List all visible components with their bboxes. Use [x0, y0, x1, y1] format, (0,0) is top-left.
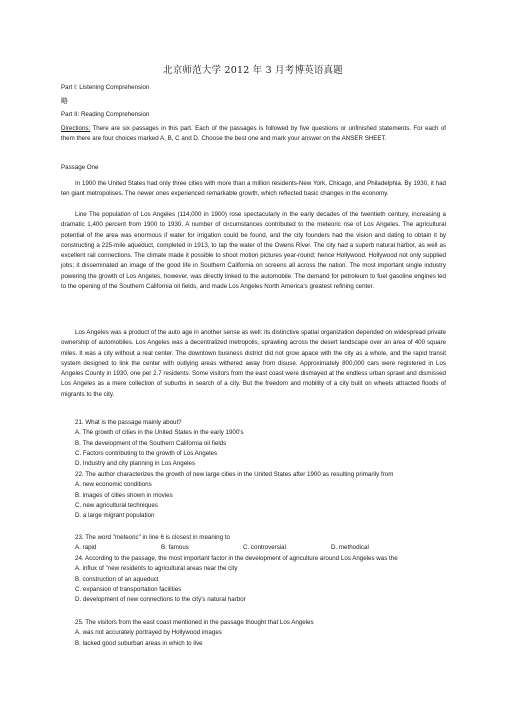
option: A. The growth of cities in the United States in the early 1900's — [75, 429, 244, 437]
question-22 — [61, 470, 446, 521]
option: B. The development of the Southern California oil fields — [75, 439, 227, 447]
option: A. rapid — [75, 544, 97, 552]
paragraph-2: Line The population of Los Angeles (114,000 in 1900) rose spectacularly in the early decades of the twentieth century, increasing a dramatic 1,400 percent from 1900 to 1930. A number of circumstances contributed to the meteoric rise of Los Angeles. The agricultural potential of the area was enormous if water for irrigation could be found, and the city founders had the vision and dating to obtain it by constructing a 225-mile aqueduct, completed in 1913, to tap the water of the Owens River. The city had a superb natural harbor, as well as excellent rail connections. The climate made it possible to shoot motion pictures year-round; hence Hollywood. Hollywood not only supplied jobs; it disseminated an image of the good life in Southern California on screens all across the nation. The most important single industry powering the growth of Los Angeles, however, was directly linked to the automobile. The demand for petroleum to fuel gasoline engines led to the opening of the Southern California oil fields, and made Los Angeles North America's greatest refining center. — [61, 211, 446, 291]
part1-note: 略 — [61, 97, 68, 105]
option: C. Factors contributing to the growth of Los Angeles — [75, 449, 218, 457]
directions — [61, 124, 446, 145]
question-stem: 23. The word "meteoric" in line 6 is closest in meaning to — [75, 534, 230, 541]
option: D. methodical — [331, 544, 369, 552]
directions-text: There are six passages in this part. Each of the passages is followed by five questions or unfinished statements. For each of them there are four choices marked A, B, C and D. Choose the best one and mark your answer on the ANSER SHEET. — [61, 125, 446, 143]
paragraph-3: Los Angeles was a product of the auto age in another sense as well: its distinctive spatial organization depended on widespread private ownership of automobiles. Los Angeles was a decentralized metropolis, sprawling across the desert landscape over an area of 400 square miles. It was a city without a real center. The downtown business district did not grow apace with the city as a whole, and the rapid transit system designed to link the center with outlying areas withered away from disuse. Approximately 800,000 cars were registered in Los Angeles County in 1930, one per 2.7 residents. Some visitors from the east coast were dismayed at the endless urban sprawl and dismissed Los Angeles as a mere collection of suburbs in search of a city. But the freedom and mobility of a city built on wheels attracted floods of migrants to the city. — [61, 329, 446, 398]
question-24 — [61, 554, 446, 605]
question-stem: 25. The visitors from the east coast mentioned in the passage thought that Los Angeles — [75, 619, 314, 626]
paragraph-1: In 1900 the United States had only three cities with more than a million residents-New York, Chicago, and Philadelphia. By 1930, it had ten giant metropolises. The newer ones experienced remarkable growth, which reflected basic changes in the economy. — [61, 180, 446, 198]
option: B. construction of an aqueduct — [75, 575, 159, 583]
question-25 — [61, 618, 446, 649]
page-title: 北京师范大学 2012 年 3 月考博英语真题 — [163, 65, 343, 76]
option: C. expansion of transportation facilities — [75, 585, 182, 593]
part1-heading: Part I: Listening Comprehension — [61, 84, 150, 91]
option: A. was not accurately portrayed by Hollywood images — [75, 629, 222, 637]
option: A. influx of "new residents to agricultural areas near the city — [75, 565, 238, 573]
question-stem: 21. What is the passage mainly about? — [75, 419, 182, 426]
question-stem: 24. According to the passage, the most important factor in the development of agriculture around Los Angeles was the — [75, 555, 398, 562]
option: D. a large migrant population — [75, 512, 155, 520]
passage-title: Passage One — [61, 164, 99, 171]
option: D. Industry and city planning in Los Angeles — [75, 460, 196, 468]
part2-heading: Part II: Reading Comprehension — [61, 111, 150, 118]
question-21 — [61, 418, 446, 469]
option: A. new economic conditions — [75, 481, 152, 489]
option: D. development of new connections to the city's natural harbor — [75, 596, 246, 604]
option: B. lacked good suburban areas in which to live — [75, 639, 203, 647]
question-23 — [61, 533, 446, 554]
question-stem: 22. The author characterizes the growth of new large cities in the United States after 1900 as resulting primarily from — [75, 471, 394, 478]
option: B. famous — [161, 544, 189, 552]
option: C. new agricultural techniques — [75, 501, 158, 509]
directions-label: Directions: — [61, 125, 91, 132]
option: C. controversial — [243, 544, 286, 552]
option: B. images of cities shown in movies — [75, 491, 173, 499]
option-row — [61, 543, 446, 553]
